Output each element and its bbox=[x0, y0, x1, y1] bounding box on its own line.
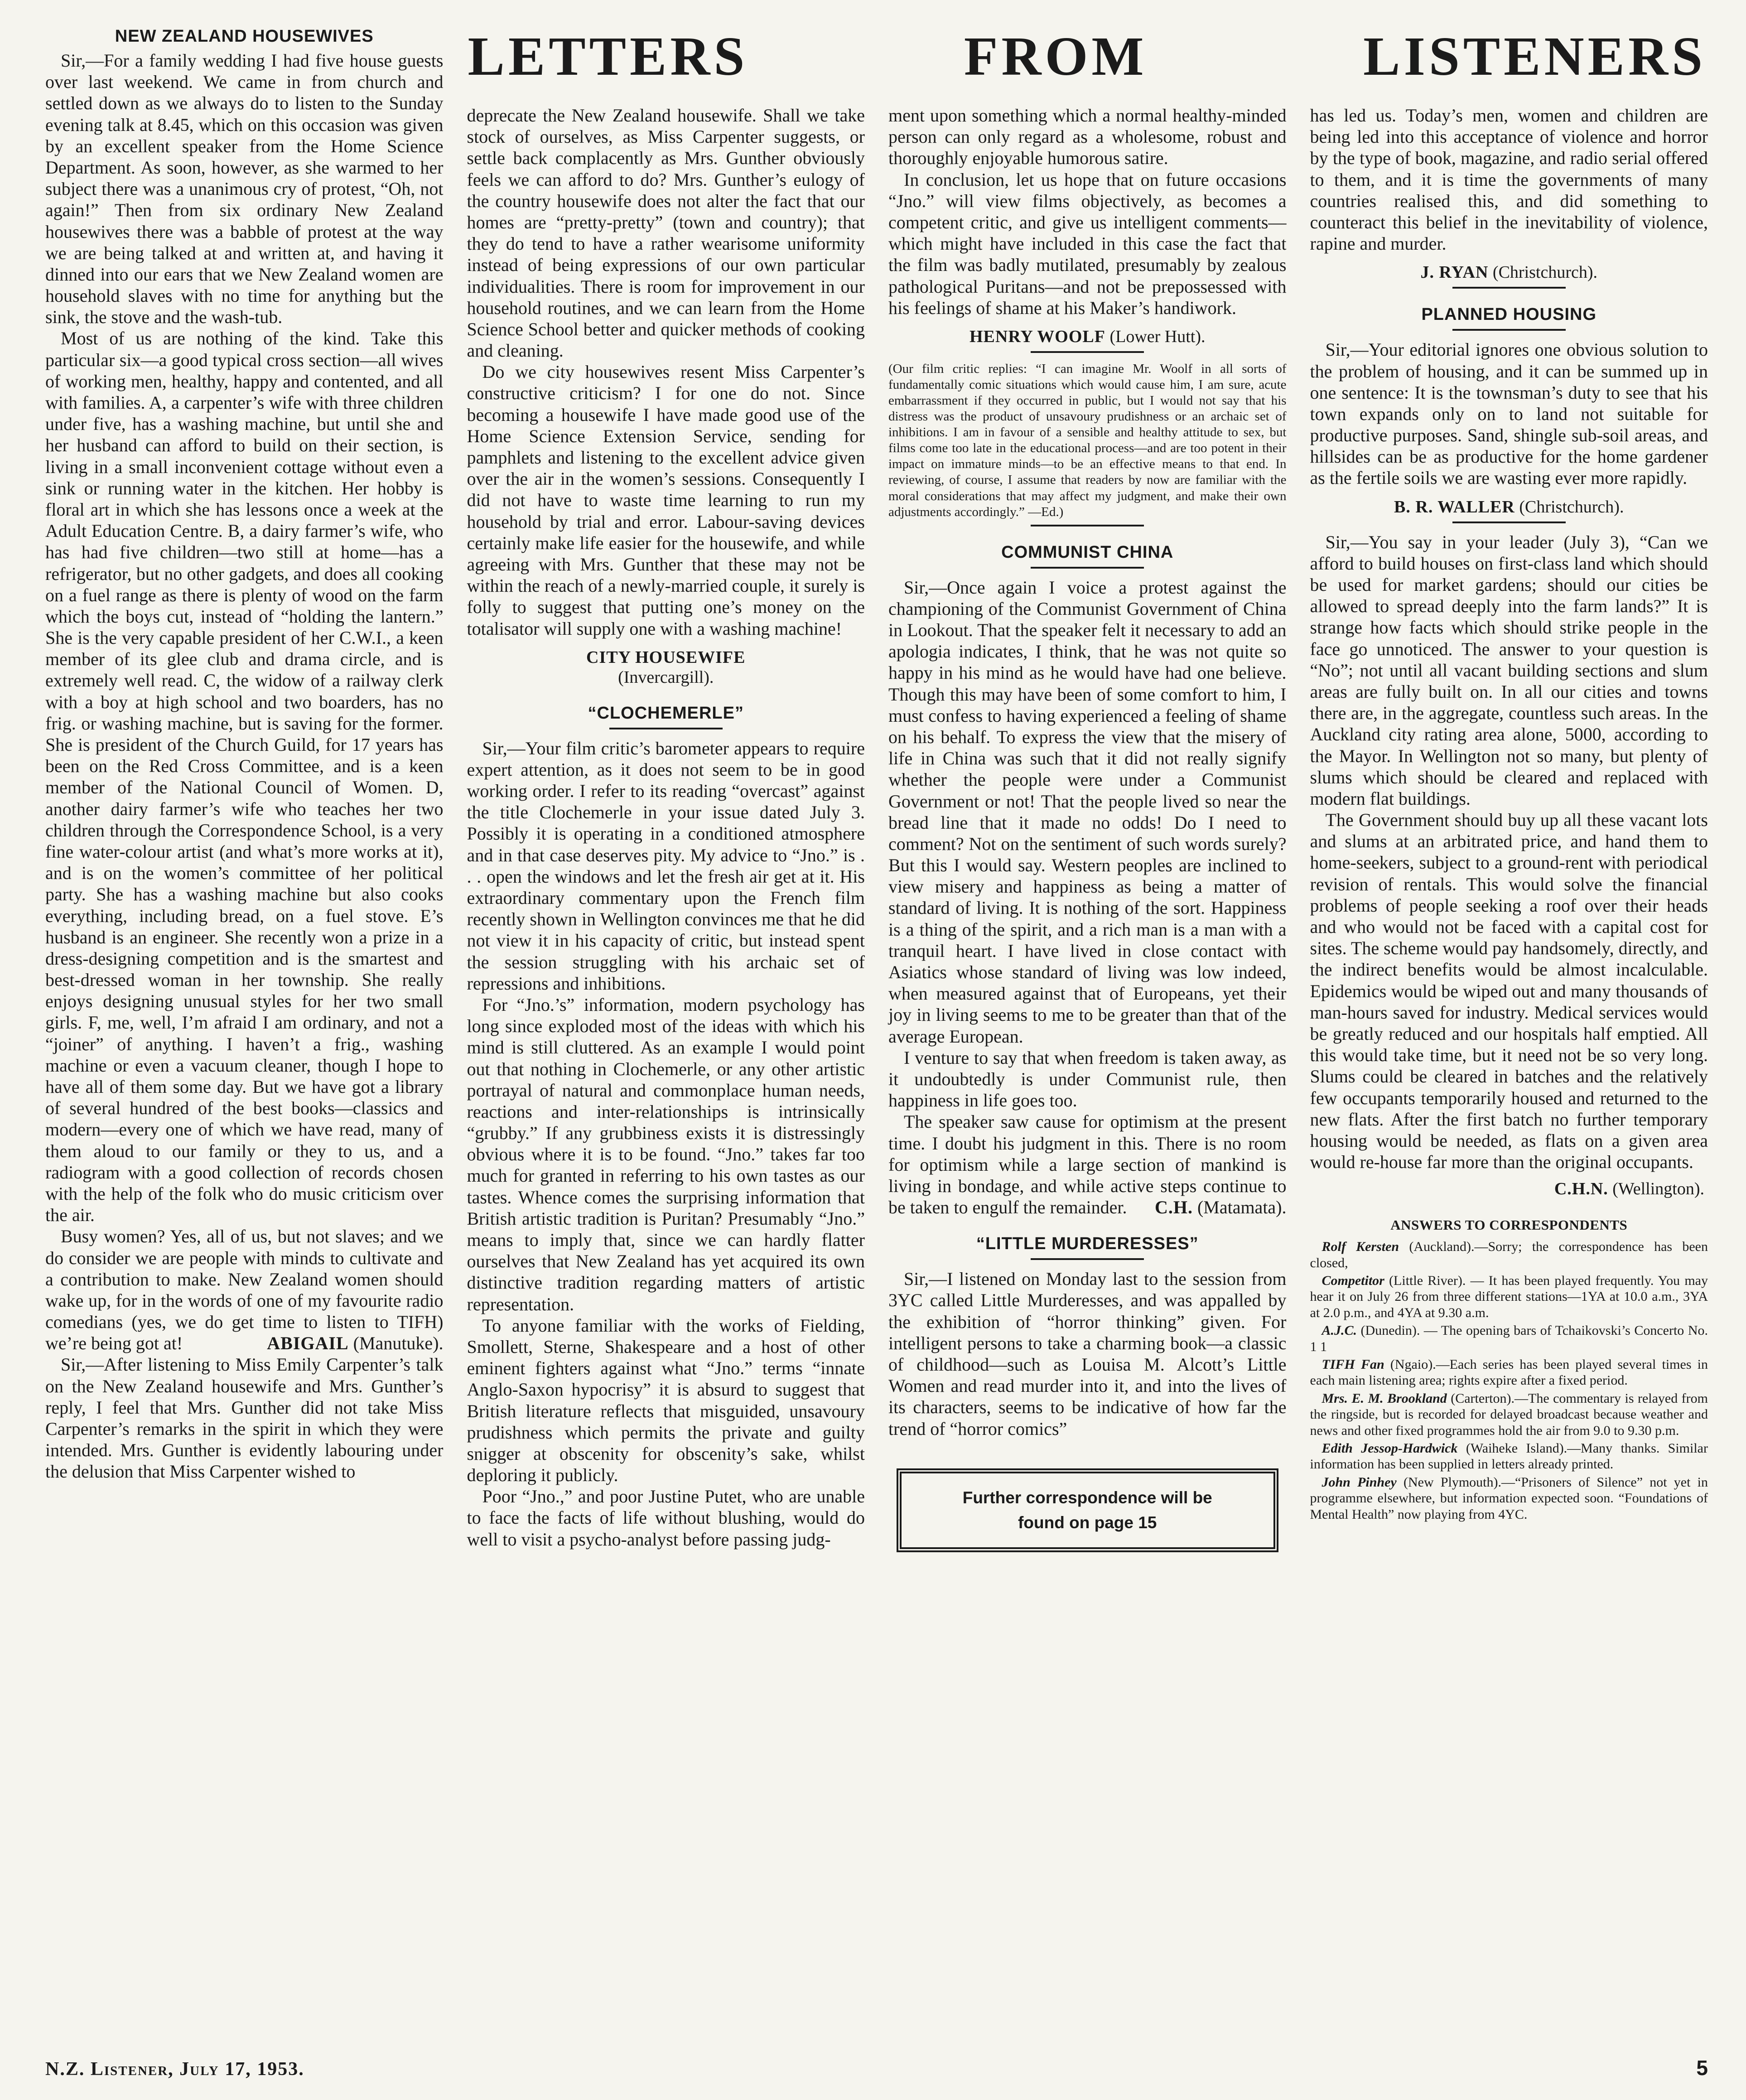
masthead-word: FROM bbox=[964, 26, 1148, 87]
column-2 bbox=[467, 105, 865, 1552]
answers-entry: A.J.C. (Dunedin). — The opening bars of Tchaikovski’s Concerto No. 1 1 bbox=[1310, 1323, 1708, 1354]
heading-rule bbox=[1452, 329, 1566, 331]
signature: C.H. (Matamata). bbox=[1154, 1197, 1287, 1218]
letter-paragraph: For “Jno.’s” information, modern psychology has long since exploded most of the ideas with which his mind is still cluttered. As an example I would point out that nothing in Clochemerle, or any other artistic portrayal of natural and commonplace human needs, reactions and inter-relationships is intrinsically “grubby.” If any grubbiness exists it is distressingly obvious where it is to be found. “Jno.” takes far too much for granted in referring to his own tastes as our tastes. Whence comes the surprising information that British artistic tradition is Puritan? Presumably “Jno.” means to imply that, since we can hardly flatter ourselves that New Zealand has yet acquired its own distinctive tradition regarding matters of artistic representation. bbox=[467, 994, 865, 1314]
correspondence-box-line: found on page 15 bbox=[1018, 1513, 1157, 1532]
letter-paragraph: Sir,—For a family wedding I had five house guests over last weekend. We came in from church and settled down as we always do to listen to the Sunday evening talk at 8.45, which on this occasion was given by an excellent speaker from the Home Science Department. As soon, however, as she warmed to her subject there was a unanimous cry of protest, “Oh, not again!” Then from six ordinary New Zealand housewives there was a babble of protest at the way we are being talked at and written at, and having it dinned into our ears that we New Zealand women are household slaves with no time for anything but the sink, the stove and the wash-tub. bbox=[45, 50, 444, 328]
signature-name: C.H.N. bbox=[1554, 1179, 1608, 1199]
answers-entry: Mrs. E. M. Brookland (Carterton).—The commentary is relayed from the ringside, but is recorded for delayed broadcast because weather and news and other fixed programmes hold the air from 9.0 to 9.30 p.m. bbox=[1310, 1390, 1708, 1438]
letter-paragraph: Busy women? Yes, all of us, but not slaves; and we do consider we are people with minds to cultivate and a contribution to make. New Zealand women should wake up, for in the words of one of my favourite radio comedians (yes, we do get time to listen to TIFH) we’re being got at! ABIGAIL (Manutuke). bbox=[45, 1226, 444, 1354]
byline-place: (Lower Hutt). bbox=[1109, 327, 1206, 346]
byline bbox=[467, 647, 865, 687]
correspondent-name: Competitor bbox=[1322, 1273, 1384, 1289]
letter-paragraph: Do we city housewives resent Miss Carpenter’s constructive criticism? I for one do not. Since becoming a housewife I have made good use of the Home Science Extension Service, sending for pamphlets and listening to the excellent advice given over the air in the women’s sessions. Consequently I did not have to waste time learning to run my household by trial and error. Labour-saving devices certainly make life easier for the housewife, and while agreeing with Mrs. Gunther that these may not be within the reach of a newly-married couple, it surely is folly to suggest that putting one’s money on the totalisator will supply one with a washing machine! bbox=[467, 362, 865, 639]
byline bbox=[888, 327, 1287, 347]
answers-entry: Edith Jessop-Hardwick (Waiheke Island).—Many thanks. Similar information has been supplied in letters already printed. bbox=[1310, 1440, 1708, 1472]
heading-rule bbox=[609, 728, 723, 729]
page-layout bbox=[45, 25, 1708, 1552]
letter-paragraph: Most of us are nothing of the kind. Take this particular six—a good typical cross section—all wives of working men, healthy, happy and contented, and all with families. A, a carpenter’s wife with three children under five, has a washing machine, but until she and her husband can afford to build on their section, is living in a small inconvenient cottage without even a sink or running water in the kitchen. Her hobby is floral art in which she has lessons once a week at the Adult Education Centre. B, a dairy farmer’s wife, who has had five children—two still at home—has a refrigerator, but no other gadgets, and does all cooking on a fuel range as there is plenty of wood on the farm which the boys cut, instead of “holding the lantern.” She is the very capable president of her C.W.I., a keen member of its glee club and drama circle, and is extremely well read. C, the widow of a railway clerk with a boy at high school and two boarders, has no frig. or washing machine, but is saving for the former. She is president of the Church Guild, for 17 years has been on the Red Cross Committee, and is a keen member of the National Council of Women. D, another dairy farmer’s wife who teaches her two children through the Correspondence School, is a very fine water-colour artist (and what’s more works at it), and is on the women’s committee of her political party. She has a washing machine but also cooks everything, including bread, on a fuel stove. E’s husband is an engineer. She recently won a prize in a dress-designing competition and is the smartest and best-dressed woman in her township. She really enjoys designing unusual styles for her two small girls. F, me, well, I’m afraid I am ordinary, and not a “joiner” of anything. I haven’t a frig., washing machine or even a vacuum cleaner, though I hope to have all of them some day. But we have got a library of several hundred of the best books—classics and modern—every one of which we have read, many of them aloud to our family or they to us, and a radiogram with a good collection of records chosen with the help of the folk who do music criticism over the air. bbox=[45, 328, 444, 1226]
byline-rule bbox=[1031, 351, 1144, 353]
byline-name: HENRY WOOLF bbox=[969, 327, 1105, 346]
footer-issue-date: N.Z. Listener, July 17, 1953. bbox=[45, 2059, 304, 2080]
answers-heading: ANSWERS TO CORRESPONDENTS bbox=[1390, 1217, 1628, 1233]
byline-place: (Christchurch). bbox=[1519, 497, 1624, 517]
section-heading: NEW ZEALAND HOUSEWIVES bbox=[115, 27, 374, 46]
letter-paragraph: has led us. Today’s men, women and children are being led into this acceptance of violence and horror by the type of book, magazine, and radio serial offered to them, and it is time the governments of many countries realised this, and did something to counteract this belief in the inevitability of violence, rapine and murder. bbox=[1310, 105, 1708, 254]
section-heading: “CLOCHEMERLE” bbox=[588, 703, 744, 723]
letter-paragraph: Sir,—After listening to Miss Emily Carpenter’s talk on the New Zealand housewife and Mrs. Gunther’s reply, I feel that Mrs. Gunther did not take Miss Carpenter’s remarks in the spirit in which they were intended. Mrs. Gunther is evidently labouring under the delusion that Miss Carpenter wished to bbox=[45, 1354, 444, 1482]
masthead-word: LISTENERS bbox=[1363, 26, 1706, 87]
letter-paragraph: Sir,—Your film critic’s barometer appears to require expert attention, as it does not seem to be in good working order. I refer to its reading “overcast” against the title Clochemerle in your issue dated July 3. Possibly it is operating in a conditioned atmosphere and in that case deserves pity. My advice to “Jno.” is . . . open the windows and let the fresh air get at it. His extraordinary commentary upon the French film recently shown in Wellington convinces me that he did not view it in his capacity of critic, but instead spent the session struggling with his archaic set of repressions and inhibitions. bbox=[467, 738, 865, 994]
footer bbox=[45, 2056, 1708, 2080]
signature-line: C.H.N. (Wellington). bbox=[1554, 1179, 1704, 1199]
section-heading: “LITTLE MURDERESSES” bbox=[976, 1234, 1199, 1254]
correspondent-name: A.J.C. bbox=[1322, 1323, 1357, 1338]
signature-name: C.H. bbox=[1154, 1197, 1193, 1218]
section-heading: COMMUNIST CHINA bbox=[1001, 542, 1174, 562]
letter-paragraph: Sir,—Your editorial ignores one obvious solution to the problem of housing, and it can be summed up in one sentence: It is the townsman’s duty to see that his town expands only on to land not suitable for productive purposes. Sand, shingle sub-soil areas, and hillsides can be as productive for the home gardener as the fertile soils we are wasting ever more rapidly. bbox=[1310, 339, 1708, 488]
correspondent-name: Mrs. E. M. Brookland bbox=[1322, 1390, 1447, 1406]
byline-name: B. R. WALLER bbox=[1394, 497, 1515, 517]
byline bbox=[1310, 262, 1708, 282]
column-3 bbox=[888, 105, 1287, 1552]
correspondent-name: John Pinhey bbox=[1322, 1474, 1397, 1490]
correspondence-box-line: Further correspondence will be bbox=[962, 1488, 1212, 1507]
letter-paragraph: Sir,—Once again I voice a protest against the championing of the Communist Government of China in Lookout. That the speaker felt it necessary to add an apologia indicates, I think, that he was not quite so happy in his mind as he would have had one believe. Though this may have been of some comfort to him, I must confess to having experienced a feeling of shame on his behalf. To express the view that the misery of life in China was such that it did not really signify whether the people were under a Communist Government or not! That the people lived so near the bread line that it made no odds! Do I need to comment? Not on the sentiment of such words surely? But this I would say. Western peoples are inclined to view misery and happiness as being a matter of standard of living. It is nothing of the sort. Happiness is a thing of the spirit, and a rich man is a man with a tranquil heart. I have lived in close contact with Asiatics whose standard of living was low indeed, when measured against that of Europeans, yet their joy in living seems to me to be greater than that of the average European. bbox=[888, 577, 1287, 1047]
masthead-word: LETTERS bbox=[468, 26, 748, 87]
letter-paragraph: Poor “Jno.,” and poor Justine Putet, who are unable to face the facts of life without blushing, would do well to visit a psycho-analyst before passing judg- bbox=[467, 1486, 865, 1550]
masthead bbox=[467, 25, 1708, 93]
column-4 bbox=[1310, 105, 1708, 1552]
heading-rule bbox=[1031, 567, 1144, 569]
letter-paragraph: The speaker saw cause for optimism at the present time. I doubt his judgment in this. There is no room for optimism while a large section of mankind is living in bondage, and while active steps continue to be taken to engulf the remainder. C.H. (Matamata). bbox=[888, 1111, 1287, 1218]
editor-note: (Our film critic replies: “I can imagine Mr. Woolf in all sorts of fundamentally comic situations which would cause him, I am sure, acute embarrassment if they occurred in public, but I would not say that his distress was the product of unsavoury prudishness or an archaic set of inhibitions. I am in favour of a sensible and healthy attitude to sex, but films come too late in the educational process—and are too potent in their impact on immature minds—to be an effective means to that end. In reviewing, of course, I assume that readers by now are familiar with the moral considerations that may affect my judgment, and make their own adjustments accordingly.” —Ed.) bbox=[888, 361, 1287, 519]
footer-page-number: 5 bbox=[1696, 2056, 1708, 2080]
signature-name: ABIGAIL bbox=[267, 1333, 349, 1354]
byline-place: (Invercargill). bbox=[618, 667, 714, 687]
correspondent-name: Edith Jessop-Hardwick bbox=[1322, 1440, 1458, 1456]
section-heading: PLANNED HOUSING bbox=[1421, 305, 1597, 324]
byline-rule bbox=[1452, 287, 1566, 289]
byline-name: CITY HOUSEWIFE bbox=[586, 647, 746, 667]
answers-entry: TIFH Fan (Ngaio).—Each series has been played several times in each main listening area; rights expire after a fixed period. bbox=[1310, 1357, 1708, 1388]
letter-paragraph: Sir,—I listened on Monday last to the session from 3YC called Little Murderesses, and was appalled by the exhibition of “horror thinking” given. For intelligent persons to take a charming book—a classic of childhood—such as Louisa M. Alcott’s Little Women and read murder into it, and into the lives of its characters, seems to be indicative of how far the trend of “horror comics” bbox=[888, 1269, 1287, 1439]
letter-paragraph: deprecate the New Zealand housewife. Shall we take stock of ourselves, as Miss Carpenter suggests, or settle back complacently as Mrs. Gunther obviously feels we can afford to do? Mrs. Gunther’s eulogy of the country housewife does not alter the fact that our homes are “pretty-pretty” (town and country); that they do tend to have a rather wearisome uniformity instead of being expressions of our own particular individualities. There is room for improvement in our household routines, and we can learn from the Home Science School better and quicker methods of cooking and cleaning. bbox=[467, 105, 865, 361]
letter-paragraph: To anyone familiar with the works of Fielding, Smollett, Sterne, Shakespeare and a host of other eminent fighters against what “Jno.” terms “innate Anglo-Saxon hypocrisy” it is absurd to suggest that British literature reflects that misguided, unsavoury prudishness which permits the private and guilty snigger at obscenity for obscenity’s sake, whilst deploring it publicly. bbox=[467, 1315, 865, 1486]
correspondent-name: Rolf Kersten bbox=[1322, 1239, 1399, 1255]
letter-paragraph: The Government should buy up all these vacant lots and slums at an arbitrated price, and hand them to home-seekers, subject to a ground-rent with periodical revision of rentals. This would solve the financial problems of people seeking a roof over their heads and who would not be faced with a capital cost for sites. The scheme would pay handsomely, directly, and the indirect benefits would be almost incalculable. Epidemics would be wiped out and many thousands of man-hours saved for industry. Medical services would be greatly reduced and our hospitals half emptied. All this would take time, but it need not be so very long. Slums could be cleared in batches and the relatively few occupants temporarily housed and returned to the new flats. After the first batch no further temporary housing would be needed, as flats on a given area would re-house far more than the original occupants. bbox=[1310, 810, 1708, 1173]
correspondent-name: TIFH Fan bbox=[1322, 1357, 1384, 1372]
byline-name: J. RYAN bbox=[1420, 263, 1489, 282]
byline-rule bbox=[1452, 521, 1566, 523]
letter-paragraph: ment upon something which a normal healthy-minded person can only regard as a wholesome, robust and thoroughly enjoyable humorous satire. bbox=[888, 105, 1287, 169]
answers-entry: Competitor (Little River). — It has been played frequently. You may hear it on July 26 from three different stations—1YA at 10.0 a.m., 3YA at 2.0 p.m., and 4YA at 9.30 a.m. bbox=[1310, 1273, 1708, 1320]
column-1 bbox=[45, 25, 444, 1552]
divider-rule bbox=[1031, 525, 1144, 526]
answers-entry: John Pinhey (New Plymouth).—“Prisoners of Silence” not yet in programme elsewhere, but information expected soon. “Foundations of Mental Health” now playing from 4YC. bbox=[1310, 1474, 1708, 1522]
answers-entry: Rolf Kersten (Auckland).—Sorry; the correspondence has been closed, bbox=[1310, 1239, 1708, 1270]
heading-rule bbox=[1031, 1258, 1144, 1260]
correspondence-box bbox=[897, 1468, 1278, 1552]
signature: ABIGAIL (Manutuke). bbox=[267, 1333, 444, 1354]
letter-paragraph: In conclusion, let us hope that on future occasions “Jno.” will view films objectively, as becomes a competent critic, and give us intelligent comments—which might have included in this case the fact that the film was badly mutilated, presumably by zealous pathological Puritans—and not be prepossessed with his feelings of shame at his Maker’s handiwork. bbox=[888, 169, 1287, 318]
byline bbox=[1310, 497, 1708, 517]
letter-paragraph: I venture to say that when freedom is taken away, as it undoubtedly is under Communist rule, then happiness in life goes too. bbox=[888, 1047, 1287, 1111]
letter-paragraph: Sir,—You say in your leader (July 3), “Can we afford to build houses on first-class land which should be used for market gardens; should our cities be allowed to spread deeply into the farm lands?” It is strange how facts which should strike people in the face go unnoticed. The answer to your question is “No”; not until all vacant building sections and slum areas are fully built on. In all our cities and towns there are, in the aggregate, countless such areas. In the Auckland city rating area alone, 5000, according to the Mayor. In Wellington not so many, but plenty of slums which should be cleared and replaced with modern flat buildings. bbox=[1310, 531, 1708, 809]
byline-place: (Christchurch). bbox=[1492, 263, 1598, 282]
